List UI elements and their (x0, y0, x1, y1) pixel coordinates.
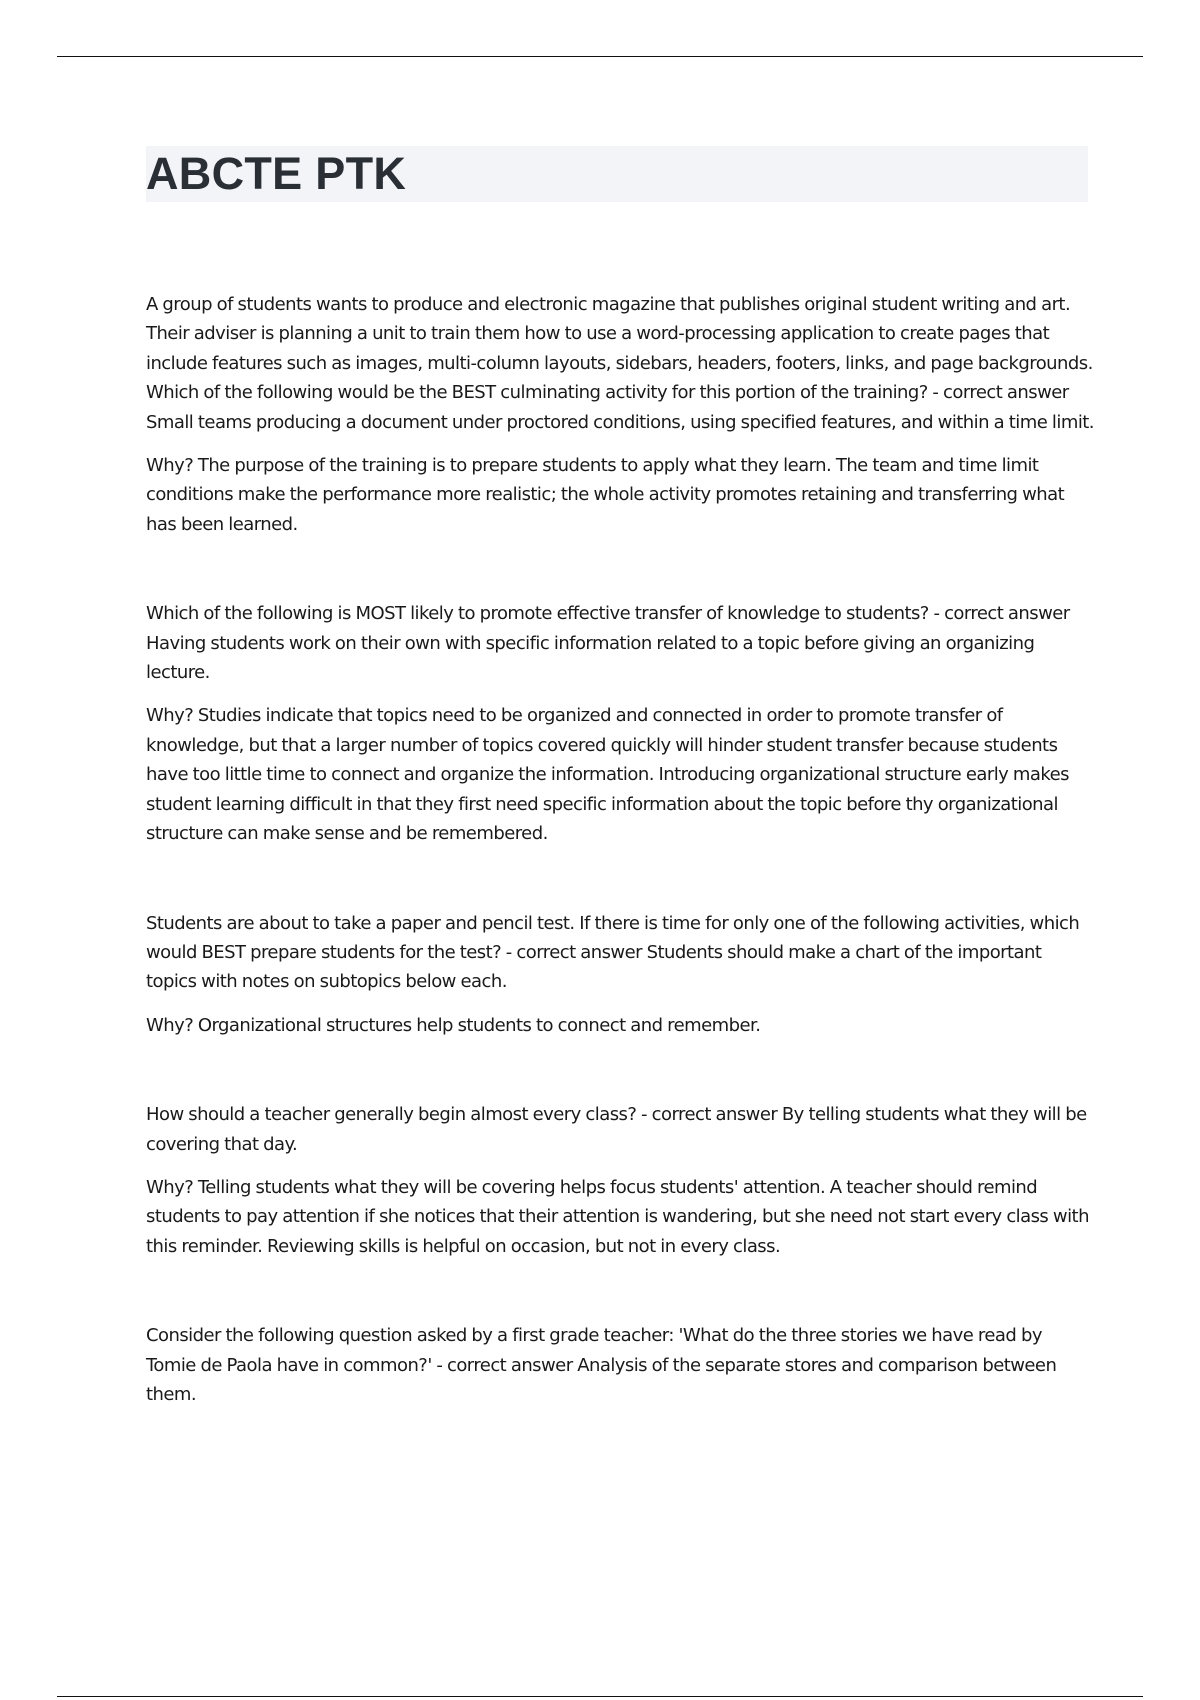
explanation-text: Why? Telling students what they will be covering helps focus students' attention. A teacher should remind students to pay attention if she notices that their attention is wandering, but she need not start every class with this reminder. Reviewing skills is helpful on occasion, but not in every class. (146, 1176, 1089, 1257)
qa-item (146, 290, 1096, 539)
qa-item (146, 1321, 1096, 1409)
explanation-text: Why? Studies indicate that topics need to be organized and connected in order to promote transfer of knowledge, but that a larger number of topics covered quickly will hinder student transfer because students have too little time to connect and organize the information. Introducing organizational structure early makes student learning difficult in that they first need specific information about the topic before thy organizational structure can make sense and be remembered. (146, 705, 1069, 845)
question-text: Consider the following question asked by a first grade teacher: 'What do the three stories we have read by Tomie de Paola have in common?' - correct answer Analysis of the separate stores and comparison between them. (146, 1325, 1057, 1405)
question-text: How should a teacher generally begin almost every class? - correct answer By telling students what they will be covering that day. (146, 1104, 1087, 1155)
qa-item (146, 599, 1096, 848)
question-text: Students are about to take a paper and pencil test. If there is time for only one of the following activities, which would BEST prepare students for the test? - correct answer Students should make a chart of the important topics with notes on subtopics below each. (146, 912, 1080, 993)
document-body (146, 290, 1096, 1469)
explanation-text: Why? The purpose of the training is to prepare students to apply what they learn. The team and time limit conditions make the performance more realistic; the whole activity promotes retaining and transferring what has been learned. (146, 455, 1065, 535)
page-title: ABCTE PTK (146, 148, 407, 199)
explanation-text: Why? Organizational structures help students to connect and remember. (146, 1014, 761, 1036)
footer-rule (57, 1696, 1143, 1697)
header-rule (57, 56, 1143, 57)
question-text: Which of the following is MOST likely to promote effective transfer of knowledge to students? - correct answer Having students work on their own with specific information related to a topic before giving an organizing lecture. (146, 603, 1070, 684)
qa-item (146, 909, 1096, 1041)
question-text: A group of students wants to produce and electronic magazine that publishes original student writing and art. Their adviser is planning a unit to train them how to use a word-processing application to create pages that include features such as images, multi-column layouts, sidebars, headers, footers, links, and page backgrounds. Which of the following would be the BEST culminating activity for this portion of the training? - correct answer Small teams producing a document under proctored conditions, using specified features, and within a time limit. (146, 294, 1094, 433)
qa-item (146, 1100, 1096, 1261)
